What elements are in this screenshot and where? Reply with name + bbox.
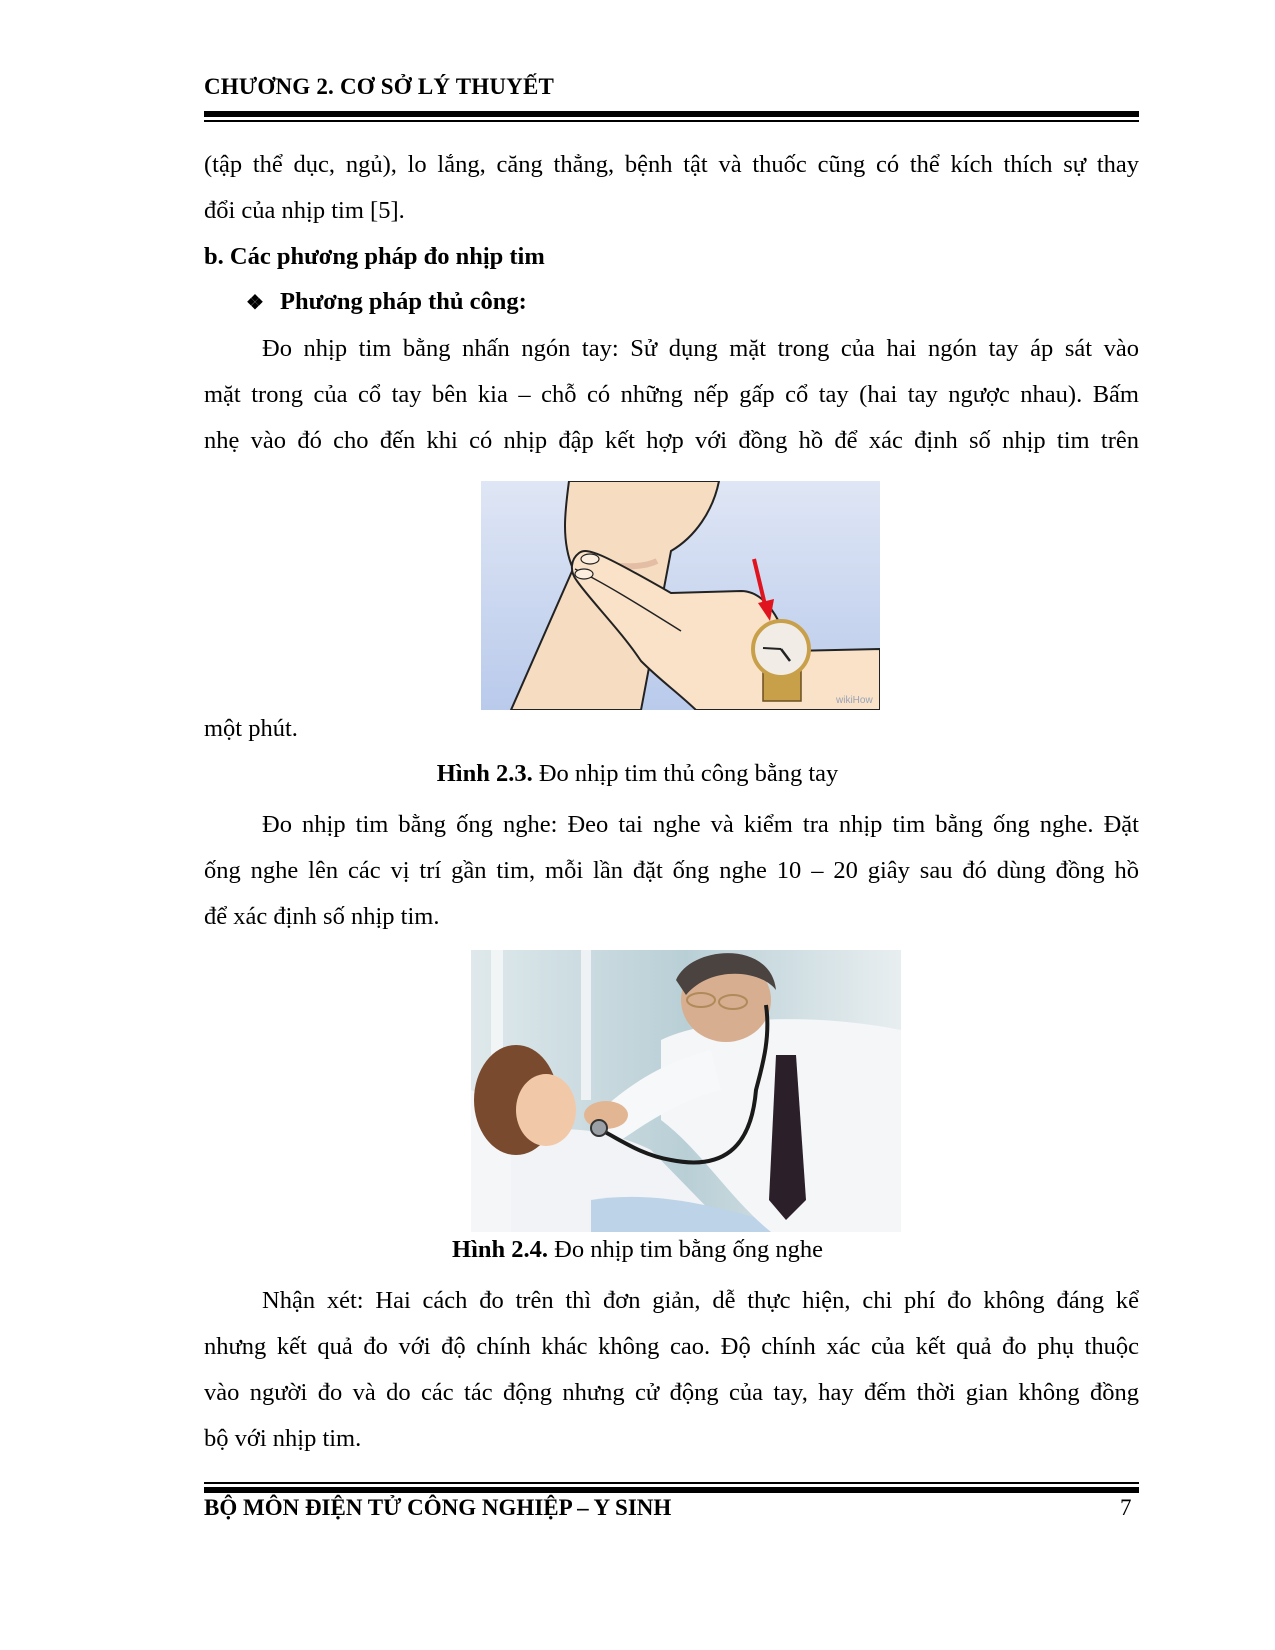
- caption-text: Đo nhịp tim bằng ống nghe: [548, 1236, 823, 1263]
- body-line: mặt trong của cổ tay bên kia – chỗ có những nếp gấp cổ tay (hai tay ngược nhau). Bấm: [204, 381, 1139, 408]
- body-line: nhưng kết quả đo với độ chính khác không cao. Độ chính xác của kết quả đo phụ thuộc: [204, 1333, 1139, 1360]
- body-line: nhẹ vào đó cho đến khi có nhịp đập kết hợp với đồng hồ để xác định số nhịp tim trên: [204, 427, 1139, 454]
- caption-text: Đo nhịp tim thủ công bằng tay: [532, 760, 839, 787]
- body-line: Nhận xét: Hai cách đo trên thì đơn giản, dễ thực hiện, chi phí đo không đáng kể: [262, 1287, 1139, 1314]
- footer-rule-thin: [204, 1482, 1139, 1484]
- header-rule-thick: [204, 111, 1139, 117]
- footer-rule-thick: [204, 1487, 1139, 1493]
- figure-caption: [0, 760, 1275, 788]
- bullet-heading: [246, 288, 527, 316]
- body-line: vào người đo và do các tác động nhưng cử động của tay, hay đếm thời gian không đồng: [204, 1379, 1139, 1406]
- doctor-stethoscope-photo: [471, 950, 901, 1232]
- figure-wrist-pulse: [481, 481, 880, 710]
- body-line: Đo nhịp tim bằng ống nghe: Đeo tai nghe và kiểm tra nhịp tim bằng ống nghe. Đặt: [262, 811, 1139, 838]
- diamond-bullet-icon: ❖: [246, 292, 264, 314]
- bullet-label: Phương pháp thủ công:: [280, 288, 527, 315]
- wikihow-watermark: wikiHow: [836, 695, 873, 706]
- body-line: Đo nhịp tim bằng nhấn ngón tay: Sử dụng mặt trong của hai ngón tay áp sát vào: [262, 335, 1139, 362]
- body-line: ống nghe lên các vị trí gần tim, mỗi lần đặt ống nghe 10 – 20 giây sau đó dùng đồng hồ: [204, 857, 1139, 884]
- body-line: để xác định số nhịp tim.: [204, 903, 440, 930]
- caption-label: Hình 2.3.: [436, 760, 533, 787]
- body-line: (tập thể dục, ngủ), lo lắng, căng thẳng, bệnh tật và thuốc cũng có thể kích thích sự thay: [204, 151, 1139, 178]
- figure-caption: [0, 1236, 1275, 1264]
- chapter-title: CHƯƠNG 2. CƠ SỞ LÝ THUYẾT: [204, 74, 555, 99]
- page-number: 7: [1120, 1495, 1132, 1520]
- section-heading: b. Các phương pháp đo nhịp tim: [204, 243, 545, 270]
- figure-stethoscope-photo: [471, 950, 901, 1232]
- footer-department: BỘ MÔN ĐIỆN TỬ CÔNG NGHIỆP – Y SINH: [204, 1495, 672, 1520]
- caption-label: Hình 2.4.: [452, 1236, 549, 1263]
- header-rule-thin: [204, 120, 1139, 122]
- body-line: bộ với nhịp tim.: [204, 1425, 362, 1452]
- body-line: đổi của nhịp tim [5].: [204, 197, 405, 224]
- body-line: một phút.: [204, 715, 298, 742]
- wrist-pulse-illustration: [481, 481, 880, 710]
